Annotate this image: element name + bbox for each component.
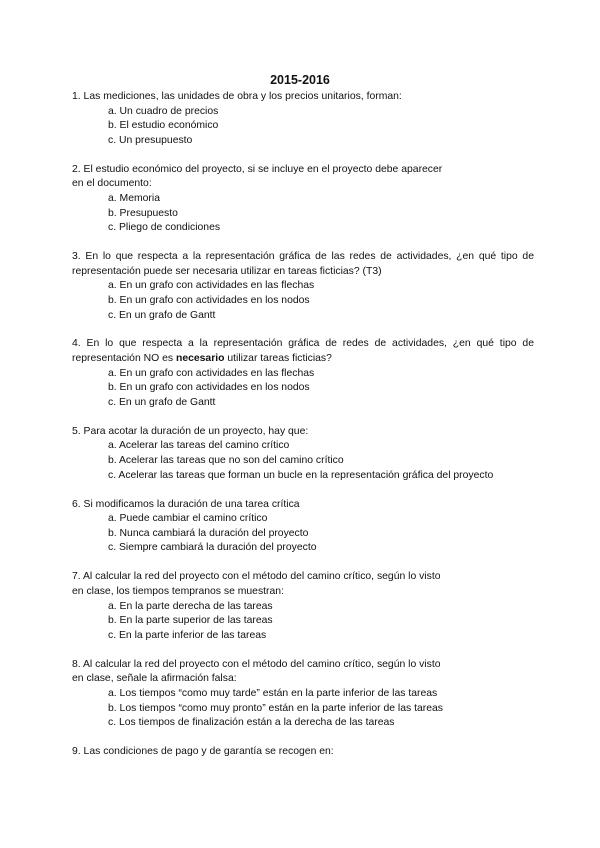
option-c: c. Pliego de condiciones: [108, 222, 221, 234]
answer-options: [72, 279, 534, 323]
document-title: 2015-2016: [270, 73, 330, 87]
option-c: c. En un grafo de Gantt: [108, 396, 216, 408]
option-b: b. En un grafo con actividades en los nodos: [108, 382, 310, 394]
option-c: c. Los tiempos de finalización están a la derecha de las tareas: [108, 717, 395, 729]
question-text-line-1: 2. El estudio económico del proyecto, si se incluye en el proyecto debe aparecer: [72, 163, 443, 175]
answer-options: [72, 439, 534, 483]
answer-options: [72, 192, 534, 236]
question-text: 3. En lo que respecta a la representación gráfica de las redes de actividades, ¿en qué tipo de representación puede ser necesaria utilizar en tareas ficticias? (T3): [72, 251, 534, 277]
option-c: c. Siempre cambiará la duración del proyecto: [108, 542, 317, 554]
question-text: 1. Las mediciones, las unidades de obra y los precios unitarios, forman:: [72, 91, 402, 102]
option-a: a. En la parte derecha de las tareas: [108, 600, 273, 612]
option-a: a. Los tiempos “como muy tarde” están en la parte inferior de las tareas: [108, 687, 438, 699]
option-c: c. Un presupuesto: [108, 134, 193, 146]
question-7: [72, 570, 534, 643]
question-9: [72, 745, 534, 760]
answer-options: [72, 600, 534, 644]
question-text: [72, 337, 534, 366]
question-text: 9. Las condiciones de pago y de garantía se recogen en:: [72, 746, 334, 758]
option-c: c. En un grafo de Gantt: [108, 309, 216, 321]
option-a: a. Acelerar las tareas del camino crítico: [108, 440, 290, 452]
option-a: a. En un grafo con actividades en las flechas: [108, 367, 315, 379]
option-a: a. Puede cambiar el camino crítico: [108, 513, 268, 525]
option-b: b. Los tiempos “como muy pronto” están en la parte inferior de las tareas: [108, 702, 443, 714]
option-a: a. Memoria: [108, 192, 160, 204]
question-8: [72, 658, 534, 731]
option-c: c. En la parte inferior de las tareas: [108, 629, 267, 641]
question-5: [72, 425, 534, 483]
question-text-line-2: en el documento:: [72, 178, 152, 190]
question-text-line-2: en clase, los tiempos tempranos se muestran:: [72, 585, 284, 597]
answer-options: [72, 512, 534, 556]
option-b: b. Acelerar las tareas que no son del camino crítico: [108, 455, 344, 467]
option-c: c. Acelerar las tareas que forman un bucle en la representación gráfica del proyecto: [108, 469, 494, 481]
question-3: [72, 250, 534, 323]
question-text-end: utilizar tareas ficticias?: [224, 353, 332, 365]
question-text-line-2: en clase, señale la afirmación falsa:: [72, 673, 237, 685]
question-2: [72, 163, 534, 236]
question-text-line-1: 8. Al calcular la red del proyecto con el método del camino crítico, según lo visto: [72, 658, 441, 670]
option-b: b. El estudio económico: [108, 120, 219, 132]
question-text-line-1: 7. Al calcular la red del proyecto con el método del camino crítico, según lo visto: [72, 571, 441, 583]
question-text: 6. Si modificamos la duración de una tarea crítica: [72, 498, 300, 510]
question-6: [72, 498, 534, 556]
answer-options: [72, 105, 534, 149]
answer-options: [72, 687, 534, 731]
question-4: [72, 337, 534, 410]
option-a: a. En un grafo con actividades en las flechas: [108, 280, 315, 292]
question-text-start: 4. En lo que respecta a la representación gráfica de redes de actividades, ¿en qué tipo de representación NO es: [72, 338, 534, 365]
option-b: b. En la parte superior de las tareas: [108, 615, 273, 627]
emphasized-word: necesario: [175, 353, 225, 365]
option-b: b. Nunca cambiará la duración del proyecto: [108, 527, 309, 539]
question-text: 5. Para acotar la duración de un proyecto, hay que:: [72, 425, 309, 437]
option-b: b. En un grafo con actividades en los nodos: [108, 294, 310, 306]
option-b: b. Presupuesto: [108, 207, 178, 219]
answer-options: [72, 367, 534, 411]
option-a: a. Un cuadro de precios: [108, 105, 219, 117]
question-1: [72, 90, 534, 148]
question-list: [72, 90, 534, 774]
